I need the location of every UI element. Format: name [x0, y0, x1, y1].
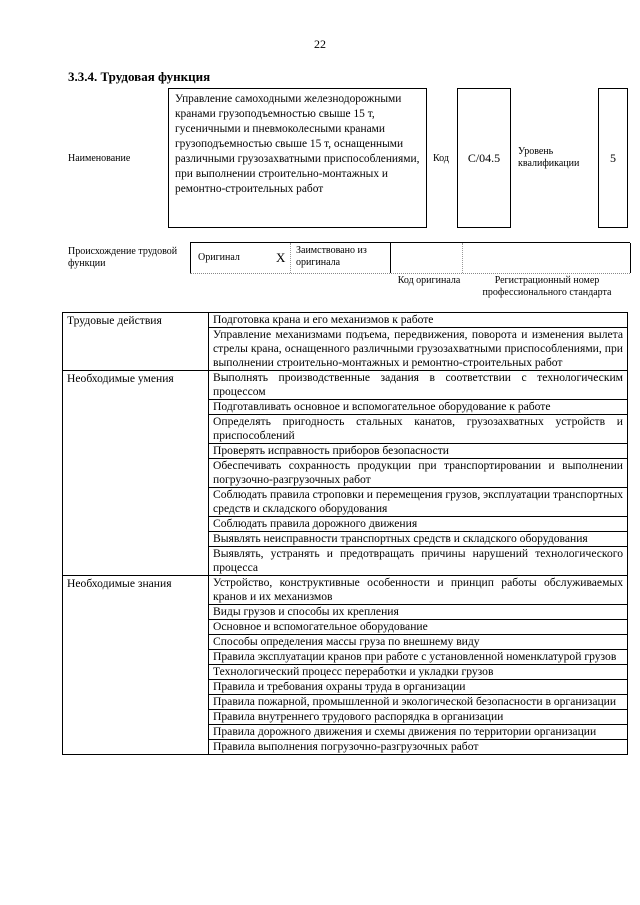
table-item: Правила выполнения погрузочно-разгрузочных работ	[209, 740, 628, 755]
table-item: Правила дорожного движения и схемы движения по территории организации	[209, 725, 628, 740]
reg-number-caption: Регистрационный номер профессионального стандарта	[482, 275, 612, 298]
level-label: Уровень квалификации	[518, 146, 580, 169]
table-item: Выявлять неисправности транспортных средств и складского оборудования	[209, 532, 628, 547]
table-item: Правила пожарной, промышленной и экологической безопасности в организации	[209, 695, 628, 710]
table-item: Подготавливать основное и вспомогательное оборудование к работе	[209, 400, 628, 415]
original-label: Оригинал	[198, 252, 240, 263]
original-mark: X	[276, 250, 286, 265]
table-item: Проверять исправность приборов безопасности	[209, 444, 628, 459]
table-item: Управление механизмами подъема, передвижения, поворота и изменения вылета стрелы крана, оснащенного различными грузозахватными приспособлениями, при выполнении строительно-монтажных и ремонтно-строительных работ	[209, 328, 628, 371]
table-item: Виды грузов и способы их крепления	[209, 605, 628, 620]
table-item: Устройство, конструктивные особенности и принцип работы обслуживаемых кранов и их механизмов	[209, 576, 628, 605]
function-name-box: Управление самоходными железнодорожными кранами грузоподъемностью свыше 15 т, гусеничными и пневмоколесными кранами грузоподъемностью свыше 15 т, оснащенными различными грузозахватными приспособлениями, при выполнении строительно-монтажных и ремонтно-строительных работ	[168, 88, 427, 228]
name-label: Наименование	[68, 153, 131, 164]
table-item: Правила эксплуатации кранов при работе с установленной номенклатурой грузов	[209, 650, 628, 665]
table-item: Правила внутреннего трудового распорядка в организации	[209, 710, 628, 725]
section-title-knowledge: Необходимые знания	[63, 576, 209, 755]
table-row	[63, 576, 628, 605]
level-value-box: 5	[598, 88, 628, 228]
code-value-box: C/04.5	[457, 88, 511, 228]
table-item: Выявлять, устранять и предотвращать причины нарушений технологического процесса	[209, 547, 628, 576]
table-item: Подготовка крана и его механизмов к работе	[209, 313, 628, 328]
table-row	[63, 371, 628, 400]
table-item: Соблюдать правила дорожного движения	[209, 517, 628, 532]
page-number: 22	[314, 37, 326, 51]
table-item: Соблюдать правила строповки и перемещения грузов, эксплуатации транспортных средств и складского оборудования	[209, 488, 628, 517]
borrowed-label: Заимствовано из оригинала	[296, 245, 367, 268]
section-title: 3.3.4. Трудовая функция	[68, 69, 211, 84]
code-label: Код	[433, 153, 449, 164]
origin-label: Происхождение трудовой функции	[68, 246, 178, 269]
table-item: Способы определения массы груза по внешнему виду	[209, 635, 628, 650]
origin-row	[190, 242, 630, 274]
table-item: Определять пригодность стальных канатов, грузозахватных устройств и приспособлений	[209, 415, 628, 444]
function-table	[62, 312, 628, 755]
table-item: Обеспечивать сохранность продукции при транспортировании и выполнении погрузочно-разгрузочных работ	[209, 459, 628, 488]
section-title-skills: Необходимые умения	[63, 371, 209, 576]
code-original-caption: Код оригинала	[397, 275, 461, 286]
section-title-labor-actions: Трудовые действия	[63, 313, 209, 371]
table-row	[63, 313, 628, 328]
table-item: Основное и вспомогательное оборудование	[209, 620, 628, 635]
table-item: Правила и требования охраны труда в организации	[209, 680, 628, 695]
table-item: Выполнять производственные задания в соответствии с технологическим процессом	[209, 371, 628, 400]
table-item: Технологический процесс переработки и укладки грузов	[209, 665, 628, 680]
